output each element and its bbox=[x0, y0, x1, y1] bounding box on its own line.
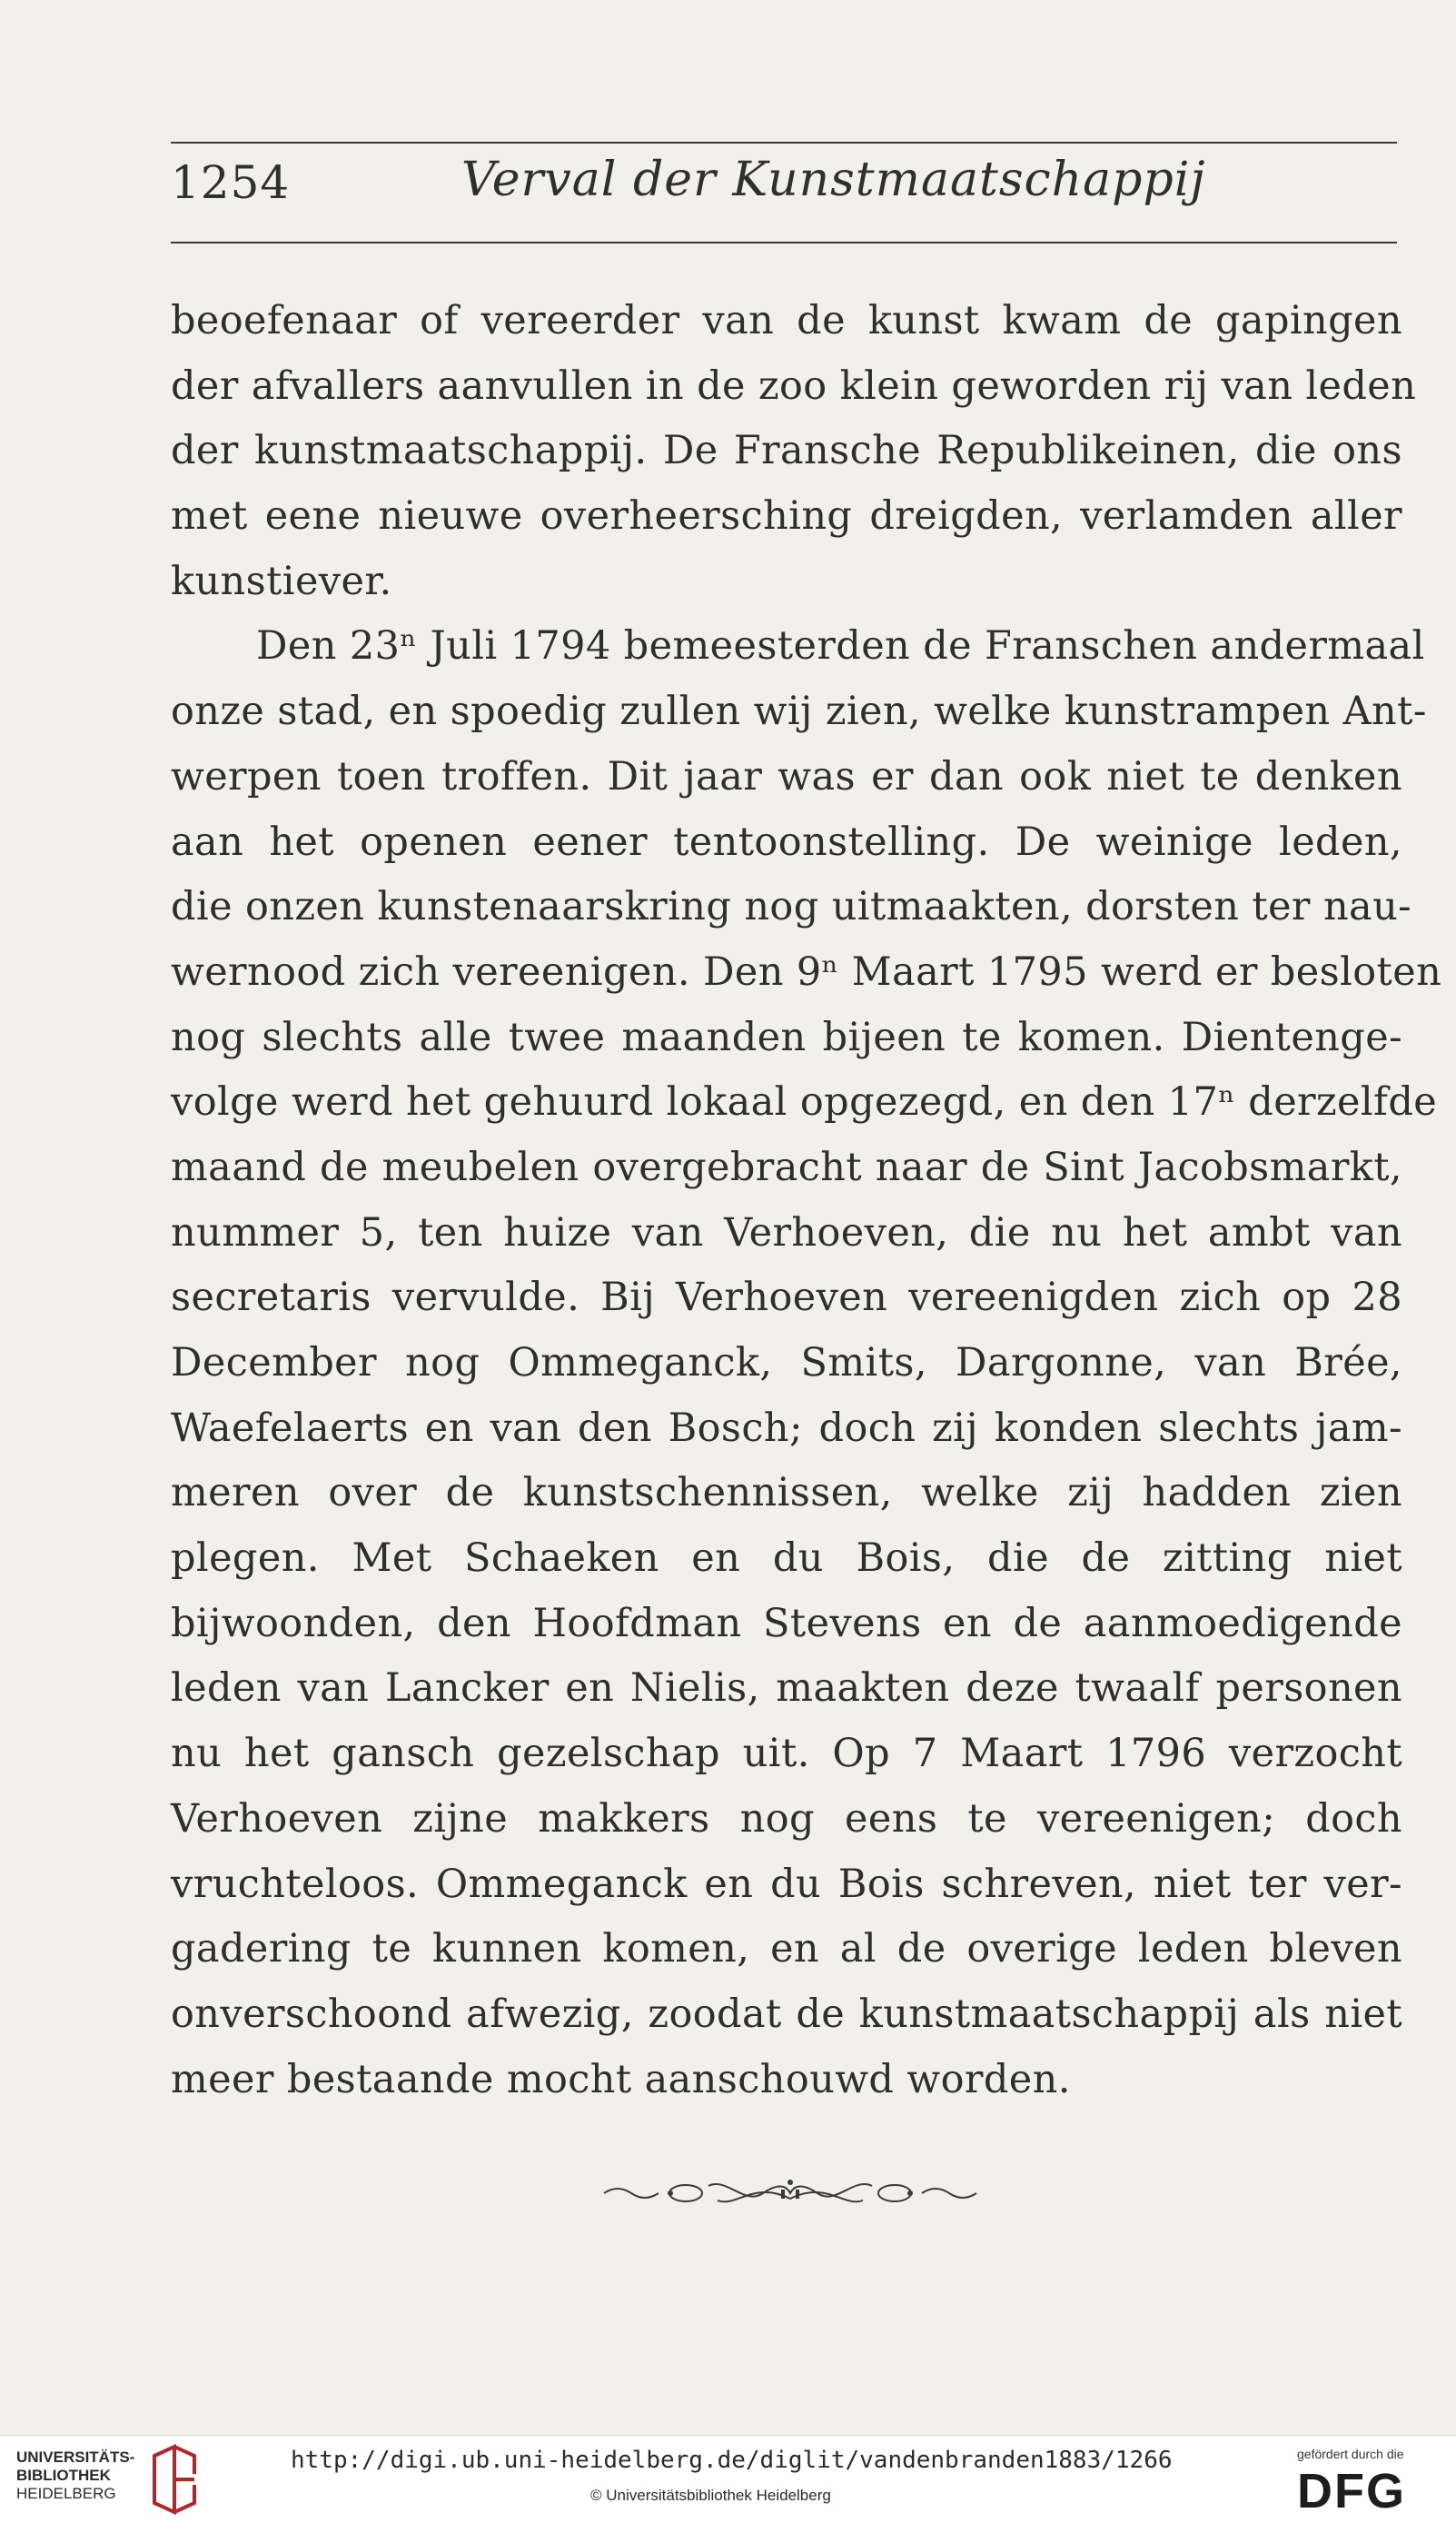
text-line: bijwoonden, den Hoofdman Stevens en de aanmoedigende bbox=[171, 1600, 1402, 1646]
text-line: der kunstmaatschappij. De Fransche Republikeinen, die ons bbox=[171, 428, 1402, 474]
text-line: wernood zich vereenigen. Den 9ⁿ Maart 1795 werd er besloten bbox=[171, 949, 1442, 995]
text-line: plegen. Met Schaeken en du Bois, die de zitting niet bbox=[171, 1535, 1402, 1582]
footer bbox=[0, 2435, 1456, 2523]
running-title: Verval der Kunstmaatschappij bbox=[461, 153, 1206, 207]
library-line: BIBLIOTHEK bbox=[16, 2467, 111, 2484]
text-line: Verhoeven zijne makkers nog eens te vereenigen; doch bbox=[171, 1795, 1402, 1842]
text-line: onverschoond afwezig, zoodat de kunstmaatschappij als niet bbox=[171, 1991, 1402, 2037]
text-line: onze stad, en spoedig zullen wij zien, welke kunstrampen Ant- bbox=[171, 689, 1427, 735]
text-line: leden van Lancker en Nielis, maakten deze twaalf personen bbox=[171, 1665, 1402, 1712]
text-line: meer bestaande mocht aanschouwd worden. bbox=[171, 2056, 1071, 2102]
body-text bbox=[171, 289, 1442, 2112]
text-line: secretaris vervulde. Bij Verhoeven vereenigden zich op 28 bbox=[171, 1275, 1402, 1321]
header-rule-top bbox=[171, 142, 1397, 144]
text-line: gadering te kunnen komen, en al de overige leden bleven bbox=[171, 1926, 1402, 1972]
text-line: nog slechts alle twee maanden bijeen te komen. Dientenge- bbox=[171, 1014, 1402, 1060]
page-number: 1254 bbox=[171, 156, 291, 209]
ub-heidelberg-logo-icon bbox=[147, 2443, 202, 2516]
header-rule-bottom bbox=[171, 242, 1397, 243]
library-name bbox=[16, 2449, 134, 2503]
text-line: die onzen kunstenaarskring nog uitmaakten, dorsten ter nau- bbox=[171, 884, 1412, 930]
copyright-notice: © Universitätsbibliothek Heidelberg bbox=[590, 2487, 831, 2504]
text-line: Waefelaerts en van den Bosch; doch zij konden slechts jam- bbox=[171, 1405, 1402, 1451]
text-line: beoefenaar of vereerder van de kunst kwam de gapingen bbox=[171, 298, 1402, 343]
text-line: nu het gansch gezelschap uit. Op 7 Maart 1796 verzocht bbox=[171, 1731, 1402, 1777]
text-line: maand de meubelen overgebracht naar de Sint Jacobsmarkt, bbox=[171, 1144, 1402, 1190]
text-line: nummer 5, ten huize van Verhoeven, die nu het ambt van bbox=[171, 1209, 1402, 1256]
funded-by-label: gefördert durch die bbox=[1297, 2447, 1404, 2461]
library-line: UNIVERSITÄTS- bbox=[16, 2449, 135, 2466]
text-line: volge werd het gehuurd lokaal opgezegd, en den 17ⁿ derzelfde bbox=[171, 1079, 1438, 1126]
text-line: met eene nieuwe overheersching dreigden, verlamden aller bbox=[171, 493, 1402, 540]
decorative-tailpiece-icon bbox=[599, 2173, 981, 2210]
text-line: meren over de kunstschennissen, welke zij hadden zien bbox=[171, 1470, 1402, 1516]
text-line: December nog Ommeganck, Smits, Dargonne, van Brée, bbox=[171, 1340, 1402, 1386]
library-line: HEIDELBERG bbox=[16, 2485, 116, 2502]
text-line: vruchteloos. Ommeganck en du Bois schreven, niet ter ver- bbox=[171, 1861, 1402, 1907]
document-url-link[interactable]: http://digi.ub.uni-heidelberg.de/diglit/vandenbranden1883/1266 bbox=[291, 2447, 1173, 2474]
text-line: kunstiever. bbox=[171, 558, 392, 604]
text-line: Den 23ⁿ Juli 1794 bemeesterden de Franschen andermaal bbox=[256, 623, 1425, 670]
text-line: aan het openen eener tentoonstelling. De weinige leden, bbox=[171, 819, 1402, 865]
dfg-logo: DFG bbox=[1297, 2464, 1406, 2518]
text-line: der afvallers aanvullen in de zoo klein geworden rij van leden bbox=[171, 363, 1417, 409]
text-line: werpen toen troffen. Dit jaar was er dan ook niet te denken bbox=[171, 753, 1402, 800]
